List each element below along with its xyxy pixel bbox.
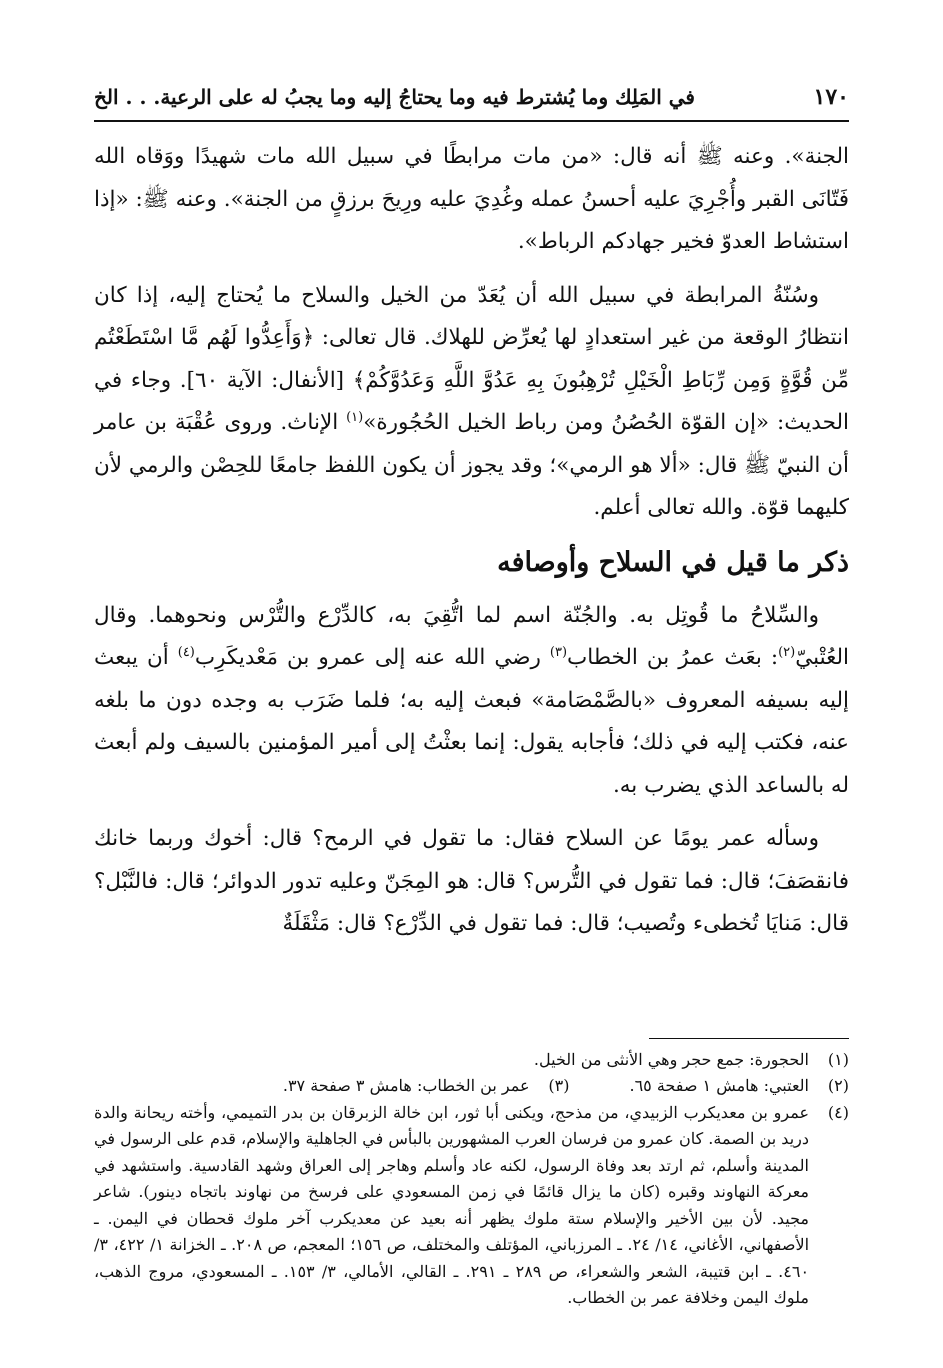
footnote-number: (٢)	[827, 1076, 849, 1095]
paragraph-2-part-b: الإناث. وروى عُقْبَة بن عامر أن النبيّ ﷺ قال: «ألا هو الرمي»؛ وقد يجوز أن يكون اللفظ جامعًا للحِصْن والرمي لأن كليهما قوّة. والله تعالى أعلم.	[94, 410, 849, 520]
paragraph-4: وسأله عمر يومًا عن السلاح فقال: ما تقول في الرمح؟ قال: أخوك وربما خانك فانقصَفَ؛ قال: فما تقول في التُّرس؟ قال: هو المِجَنّ وعليه تدور الدوائر؛ قال: فالنَّبْل؟ قال: مَنايَا تُخطىء وتُصيب؛ قال: فما تقول في الدِّرْع؟ قال: مَثْقَلَةٌ	[94, 826, 849, 936]
paragraph-2-part-a: وسُنّةُ المرابطة في سبيل الله أن يُعَدّ من الخيل والسلاح ما يُحتاج إليه، إذا كان انتظارُ الوقعة من غير استعدادٍ لها يُعرِّض للهلاك. قال تعالى: ﴿وَأَعِدُّوا لَهُم مَّا اسْتَطَعْتُم مِّن قُوَّةٍ وَمِن رِّبَاطِ الْخَيْلِ تُرْهِبُونَ بِهِ عَدُوَّ اللَّهِ وَعَدُوَّكُمْ﴾ [الأنفال: الآية ٦٠]. وجاء في الحديث: «إن القوّة الحُصُنُ ومن رباط الخيل الحُجُورة»	[94, 282, 849, 435]
main-text	[94, 136, 849, 946]
paragraph-3-part-b: : بعَث عمرُ بن الخطاب	[567, 645, 779, 670]
paragraph-1: الجنة». وعنه ﷺ أنه قال: «من مات مرابطًا في سبيل الله مات شهيدًا ووَقاه الله فَتّانَى القبر وأُجْرِيَ عليه أحسنُ عمله وغُدِيَ عليه ورِيحَ برزقٍ من الجنة». وعنه ﷺ: «إذا استشاط العدوّ فخير جهادكم الرباط».	[94, 144, 849, 254]
paragraph-3	[94, 595, 849, 808]
footnotes	[94, 1047, 849, 1312]
footnote-text: عمرو بن معديكرب الزبيدي، من مذحج، ويكنى أبا ثور، ابن خالة الزبرقان بن بدر التميمي، وأخته ريحانة والدة دريد بن الصمة. كان عمرو من فرسان العرب المشهورين بالبأس في الجاهلية والإسلام، قدم على الرسول في المدينة وأسلم، ثم ارتد بعد وفاة الرسول، لكنه عاد وأسلم وهاجر إلى العراق وشهد القادسية. واستشهد في معركة النهاوند وقبره (كان ما يزال قائمًا في زمن المسعودي على فرسخ من نهاوند باتجاه دينور). شاعر مجيد. لأن بين الأخير والإسلام ستة ملوك يظهر أنه بعيد عن معديكرب آخر ملوك قحطان في اليمن. ـ الأصفهاني، الأغاني، ١٤/ ٢٤. ـ المرزباني، المؤتلف والمختلف، ص ١٥٦؛ المعجم، ص ٢٠٨. ـ الخزانة ١/ ٤٢٢، ٣/ ٤٦٠. ـ ابن قتيبة، الشعر والشعراء، ص ٢٨٩ ـ ٢٩١. ـ القالي، الأمالي، ٣/ ١٥٣. ـ المسعودي، مروج الذهب، ملوك اليمن وخلافة عمر بن الخطاب.	[94, 1102, 810, 1307]
footnote-3	[283, 1073, 570, 1100]
paragraph-3-part-a: والسِّلاحُ ما قُوتِل به. والجُنّة اسم لما اتُّقِيَ به، كالدِّرْع والتُّرْس ونحوهما. وقال العُتْبيّ	[94, 602, 850, 670]
footnote-number: (٣)	[548, 1076, 570, 1095]
footnote-separator	[649, 1038, 849, 1039]
running-title: في المَلِك وما يُشترط فيه وما يحتاجُ إليه وما يجبُ له على الرعية. . . الخ	[94, 85, 695, 109]
footnote-row-2-3	[94, 1073, 849, 1100]
footnote-text: العتبي: هامش ١ صفحة ٦٥.	[629, 1076, 809, 1095]
footnote-text: عمر بن الخطاب: هامش ٣ صفحة ٣٧.	[282, 1076, 530, 1095]
footnote-ref-4[interactable]: (٤)	[177, 644, 195, 660]
footnote-ref-2[interactable]: (٢)	[778, 644, 796, 660]
footnote-number: (١)	[827, 1049, 849, 1069]
paragraph-2	[94, 275, 849, 530]
footnote-ref-1[interactable]: (١)	[346, 409, 364, 425]
footnote-ref-3[interactable]: (٣)	[549, 644, 568, 660]
footnote-1	[94, 1047, 849, 1074]
paragraph-3-part-d: أن يبعث إليه بسيفه المعروف «بالصَّمْصَامة» فبعث إليه به؛ فلما ضَرَب به وجده دون ما بلغه عنه، فكتب إليه في ذلك؛ فأجابه يقول: إنما بعثْتُ إلى أمير المؤمنين بالسيف ولم أبعث له بالساعد الذي يضرب به.	[94, 645, 849, 798]
footnote-4	[94, 1100, 849, 1312]
paragraph-3-part-c: رضي الله عنه إلى عمرو بن مَعْديكَرِب	[194, 645, 550, 670]
page-number: ١٧٠	[813, 84, 849, 110]
footnote-text: الحجورة: جمع حجر وهي الأنثى من الخيل.	[533, 1049, 809, 1069]
footnote-2	[629, 1073, 849, 1100]
section-heading: ذكر ما قيل في السلاح وأوصافه	[497, 546, 849, 578]
running-header	[94, 82, 849, 122]
footnote-number: (٤)	[827, 1102, 849, 1122]
